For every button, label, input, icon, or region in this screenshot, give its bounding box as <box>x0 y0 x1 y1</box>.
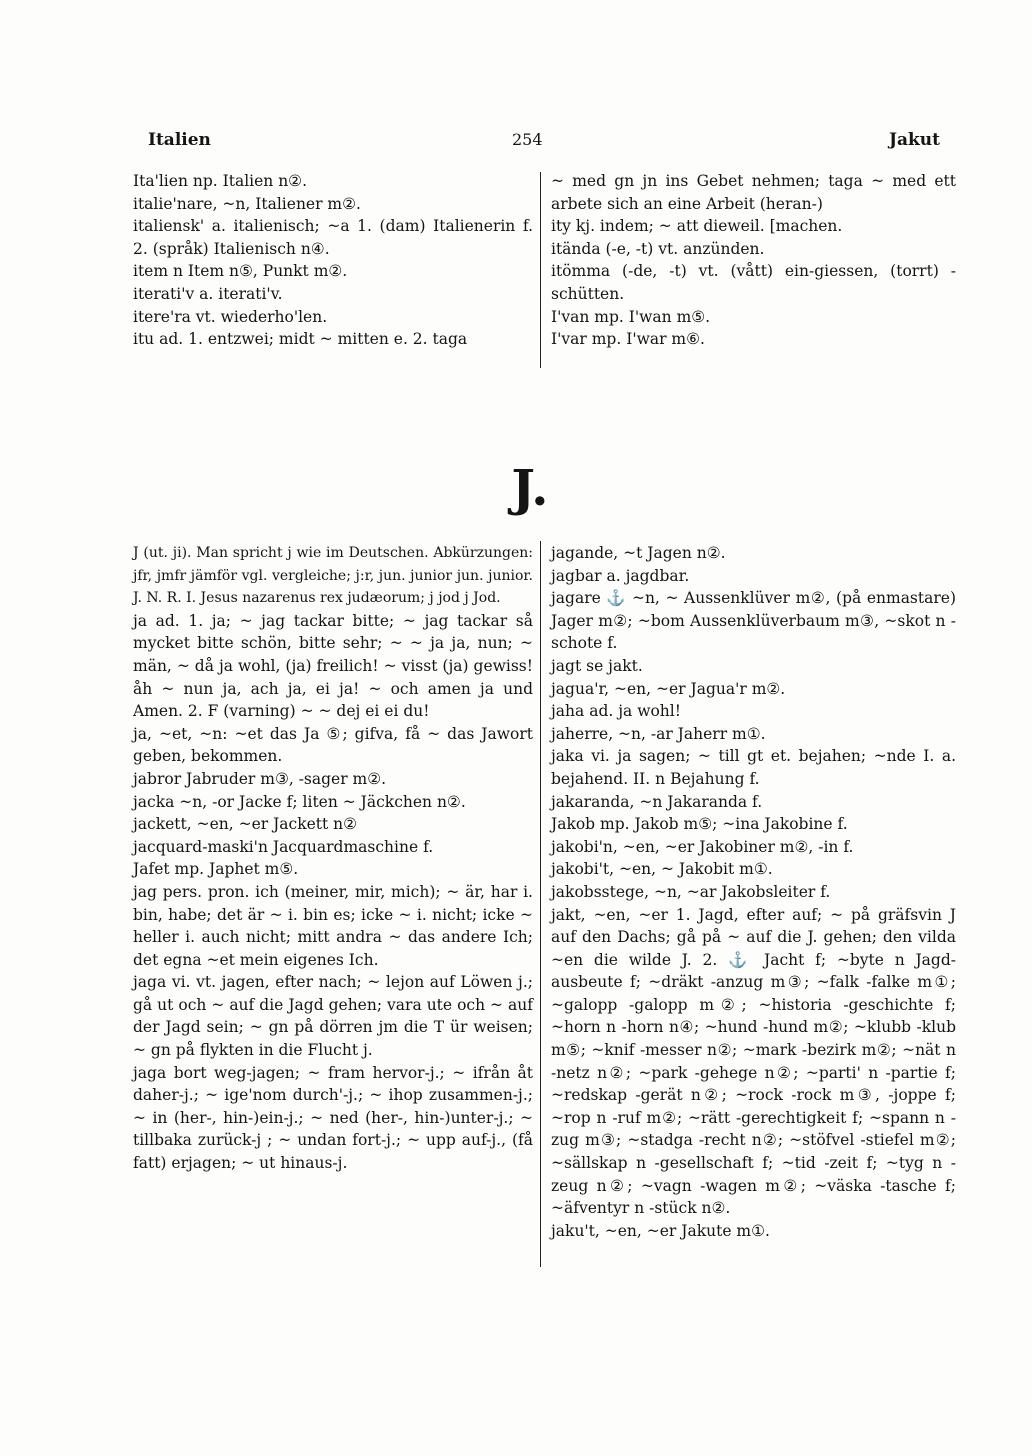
column-right-bottom <box>551 542 956 1242</box>
column-left-top <box>133 170 533 351</box>
column-divider-bottom <box>540 541 541 1267</box>
entry-jaga-compounds: jaga bort weg-jagen; ~ fram hervor-j.; ~ ifrån åt daher-j.; ~ ige'nom durch'-j.; ~ ihop zusammen-j.; ~ in (her-, hin-)ein-j.; ~ ned (her-, hin-)unter-j.; ~ tillbaka zurück-j ; ~ undan fort-j.; ~ upp auf-j., (få fatt) erjagen; ~ ut hinaus-j. <box>133 1063 533 1173</box>
entry-jakt: jakt, ~en, ~er 1. Jagd, efter auf; ~ på gräfsvin J auf den Dachs; gå på ~ auf die J. gehen; den vilda ~en die wilde J. 2. ⚓ Jacht f; ~byte n Jagd-ausbeute f; ~dräkt -anzug m③; ~falk -falke m①; ~galopp -galopp m②; ~historia -geschichte f; ~horn n -horn n④; ~hund -hund m②; ~klubb -klub m⑤; ~knif -messer n②; ~mark -bezirk m②; ~nät n -netz n②; ~park -gehege n②; ~parti' n -partie f; ~redskap -gerät n②; ~rock -rock m③, -joppe f; ~rop n -ruf m②; ~rätt -gerechtigkeit f; ~spann n -zug m③; ~stadga -recht n②; ~stöfvel -stiefel m②; ~sällskap n -gesellschaft f; ~tid -zeit f; ~tyg n -zeug n②; ~vagn -wagen m②; ~väska -tasche f; ~äfventyr n -stück n②. <box>551 905 956 1218</box>
entry-jakaranda: jakaranda, ~n Jakaranda f. <box>551 792 763 811</box>
entry-jaha: jaha ad. ja wohl! <box>551 702 681 721</box>
column-left-bottom <box>133 542 533 1175</box>
column-right-top <box>551 170 956 351</box>
entry-jacka: jacka ~n, -or Jacke f; liten ~ Jäckchen n②. <box>133 792 466 811</box>
entry-jagare: jagare ⚓ ~n, ~ Aussenklüver m②, (på enmastare) Jager m②; ~bom Aussenklüverbaum m③, ~skot n -schote f. <box>551 589 956 653</box>
section-letter-heading: J. <box>511 458 549 517</box>
entry-jaherre: jaherre, ~n, -ar Jaherr m①. <box>551 724 766 743</box>
entry-jaga: jaga vi. vt. jagen, efter nach; ~ lejon auf Löwen j.; gå ut och ~ auf die Jagd gehen; vara ute och ~ auf der Jagd sein; ~ gn på dörren jm die T ür weisen; ~ gn på flykten in die Flucht j. <box>133 973 533 1060</box>
entry-jagbar: jagbar a. jagdbar. <box>551 566 690 585</box>
page-number: 254 <box>512 130 543 149</box>
entry-ivar: I'var mp. I'war m⑥. <box>551 330 705 349</box>
entry-italien: Ita'lien np. Italien n②. <box>133 172 308 190</box>
entry-jag: jag pers. pron. ich (meiner, mir, mich); ~ är, har i. bin, habe; det är ~ i. bin es; icke ~ i. nicht; icke ~ heller i. auch nicht; mitt andra ~ das andere Ich; det egna ~et mein eigenes Ich. <box>133 882 533 969</box>
entry-jakobin: jakobi'n, ~en, ~er Jakobiner m②, -in f. <box>551 837 854 856</box>
entry-itu: itu ad. 1. entzwei; midt ~ mitten e. 2. taga <box>133 330 468 349</box>
entry-jafet: Jafet mp. Japhet m⑤. <box>133 860 299 879</box>
running-head-left: Italien <box>148 130 211 150</box>
entry-jaka: jaka vi. ja sagen; ~ till gt et. bejahen; ~nde I. a. bejahend. II. n Bejahung f. <box>551 747 956 788</box>
entry-jakob: Jakob mp. Jakob m⑤; ~ina Jakobine f. <box>551 815 848 834</box>
entry-ivan: I'van mp. I'wan m⑤. <box>551 307 711 326</box>
entry-italiensk: italiensk' a. italienisch; ~a 1. (dam) Italienerin f. 2. (språk) Italienisch n④. <box>133 217 533 258</box>
entry-jackett: jackett, ~en, ~er Jackett n② <box>133 815 358 834</box>
column-divider-top <box>540 172 541 368</box>
entry-jakobit: jakobi't, ~en, ~ Jakobit m①. <box>551 860 773 879</box>
entry-iterera: itere'ra vt. wiederho'len. <box>133 307 328 326</box>
entry-jakut: jaku't, ~en, ~er Jakute m①. <box>551 1221 770 1240</box>
entry-ja-adverb: ja ad. 1. ja; ~ jag tackar bitte; ~ jag tackar så mycket bitte schön, bitte sehr; ~ ~ ja ja, nun; ~ män, ~ då ja wohl, (ja) freilich! ~ visst (ja) gewiss! åh ~ nun ja, ach ja, ei ja! ~ och amen ja und Amen. 2. F (varning) ~ ~ dej ei ei du! <box>133 611 533 721</box>
entry-jakobsstege: jakobsstege, ~n, ~ar Jakobsleiter f. <box>551 882 831 901</box>
entry-itomma: itömma (-de, -t) vt. (vått) ein-giessen, (torrt) -schütten. <box>551 262 956 303</box>
entry-itu-continued: ~ med gn jn ins Gebet nehmen; taga ~ med ett arbete sich an eine Arbeit (heran-) <box>551 172 956 213</box>
entry-jaguar: jagua'r, ~en, ~er Jagua'r m②. <box>551 679 786 698</box>
entry-jagande: jagande, ~t Jagen n②. <box>551 544 726 562</box>
entry-ity: ity kj. indem; ~ att dieweil. [machen. <box>551 217 843 236</box>
entry-jabror: jabror Jabruder m③, -sager m②. <box>133 769 387 788</box>
entry-ja-noun: ja, ~et, ~n: ~et das Ja ⑤; gifva, få ~ das Jawort geben, bekommen. <box>133 724 533 766</box>
entry-item: item n Item n⑤, Punkt m②. <box>133 262 348 281</box>
entry-italienare: italie'nare, ~n, Italiener m②. <box>133 194 361 213</box>
running-head-right: Jakut <box>888 130 940 150</box>
entry-jagt: jagt se jakt. <box>551 656 643 675</box>
entry-j-intro: J (ut. ji). Man spricht j wie im Deutschen. Abkürzungen: jfr, jmfr jämför vgl. vergleiche; j:r, jun. junior jun. junior. J. N. R. I. Jesus nazarenus rex judæorum; j jod j Jod. <box>133 545 533 607</box>
entry-iterativ: iterati'v a. iterati'v. <box>133 284 283 303</box>
entry-jacquard: jacquard-maski'n Jacquardmaschine f. <box>133 837 434 856</box>
entry-itanda: itända (-e, -t) vt. anzünden. <box>551 239 765 258</box>
